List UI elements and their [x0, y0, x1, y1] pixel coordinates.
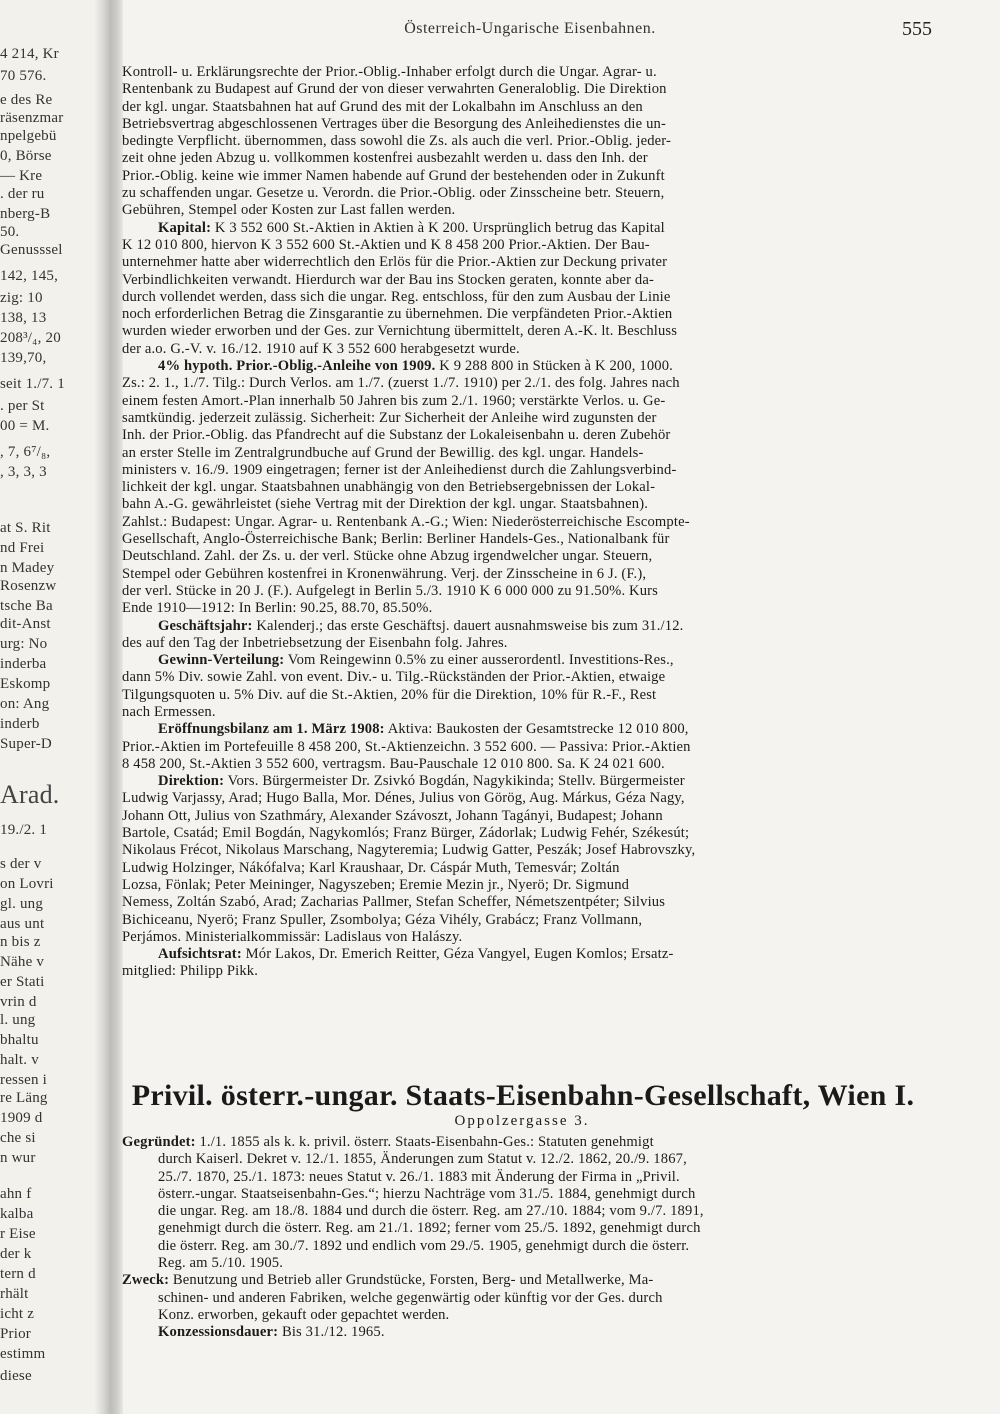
left-page-fragment: estimm [0, 1346, 46, 1362]
text-line [122, 652, 922, 669]
text-line [122, 168, 922, 185]
text-line [122, 635, 922, 652]
text-line [122, 1324, 922, 1341]
text-line [122, 64, 922, 81]
line-text: K 12 010 800, hiervon K 3 552 600 St.-Aktien und K 8 458 200 Prior.-Aktien. Der Bau- [122, 236, 650, 253]
left-page-fragment: s der v [0, 856, 42, 872]
left-page-fragment: — Kre [0, 168, 43, 184]
text-line [122, 1290, 922, 1307]
left-page-fragment: der k [0, 1246, 32, 1262]
line-text: Stempel oder Gebühren kostenfrei in Kronenwährung. Verj. der Zinsscheine in 6 J. (F.), [122, 565, 647, 582]
text-line [122, 566, 922, 583]
left-page-fragment: n Madey [0, 560, 55, 576]
text-line [122, 860, 922, 877]
left-page-fragment: Rosenzw [0, 578, 57, 594]
line-text: Nemess, Zoltán Szabó, Arad; Zacharias Pallmer, Stefan Scheffer, Németszentpéter; Silvius [122, 894, 666, 911]
line-text: Nikolaus Frécot, Nikolaus Marschang, Nagyteremia; Ludwig Gatter, Peszák; Josef Habrovszky, [122, 842, 696, 859]
line-text: Benutzung und Betrieb aller Grundstücke, Forsten, Berg- und Metallwerke, Ma- [172, 1272, 654, 1289]
left-page-fragment: inderb [0, 716, 40, 732]
text-line [122, 375, 922, 392]
left-page-fragment: ressen i [0, 1072, 48, 1088]
text-line [122, 479, 922, 496]
left-page-fragment: tern d [0, 1266, 36, 1282]
text-line [122, 323, 922, 340]
text-line [122, 739, 922, 756]
line-text: Mór Lakos, Dr. Emerich Reitter, Géza Vangyel, Eugen Komlos; Ersatz- [245, 946, 674, 963]
text-line [122, 842, 922, 859]
left-page-fragment: che si [0, 1130, 36, 1146]
line-text: Lozsa, Fönlak; Peter Meininger, Nagyszeben; Eremie Mezin jr., Nyerö; Dr. Sigmund [122, 876, 630, 893]
text-line [122, 548, 922, 565]
left-page-fragment: Super-D [0, 736, 52, 752]
line-text: Gesellschaft, Anglo-Österreichische Bank; Berlin: Berliner Handels-Ges., Nationalbank für [122, 531, 670, 548]
left-page-fragment: diese [0, 1368, 32, 1384]
line-text: Zahlst.: Budapest: Ungar. Agrar- u. Rentenbank A.-G.; Wien: Niederösterreichische Escompte- [122, 513, 690, 530]
text-line [122, 358, 922, 375]
text-line [122, 583, 922, 600]
line-text: zu schaffenden ungar. Gesetze u. Verordn. die Prior.-Oblig. oder Zinsscheine betr. Steuern, [122, 185, 665, 202]
field-label: Aufsichtsrat: [158, 946, 242, 963]
line-text: unternehmer hatte aber widerrechtlich den Erlös für die Prior.-Aktien zur Deckung privater [122, 254, 668, 271]
text-line [122, 220, 922, 237]
text-line [122, 254, 922, 271]
left-page-fragment: on: Ang [0, 696, 50, 712]
book-binding-shadow [95, 0, 123, 1414]
line-text: bedingte Verpflicht. übernommen, dass sowohl die Zs. als auch die verl. Prior.-Oblig. jeder- [122, 133, 672, 150]
text-line [122, 1203, 922, 1220]
line-text: die ungar. Reg. am 18./8. 1884 und durch die österr. Reg. am 27./10. 1884; vom 9./7. 1891, [158, 1203, 704, 1220]
text-line [122, 773, 922, 790]
text-line [122, 133, 922, 150]
left-page-fragment: 138, 13 [0, 310, 47, 326]
left-page-fragment: zig: 10 [0, 290, 43, 306]
text-line [122, 1272, 922, 1289]
left-page-fragment: nberg-B [0, 206, 51, 222]
line-text: 1./1. 1855 als k. k. privil. österr. Staats-Eisenbahn-Ges.: Statuten genehmigt [199, 1134, 654, 1150]
text-line [122, 289, 922, 306]
line-text: des auf den Tag der Inbetriebsetzung der Eisenbahn folg. Jahres. [122, 634, 508, 651]
line-text: nach Ermessen. [122, 703, 216, 720]
left-page-fragment: er Stati [0, 974, 45, 990]
left-page-fragment: . der ru [0, 186, 45, 202]
left-page-fragment: , 7, 6⁷/₈, [0, 444, 51, 460]
section-lokalbahn-arad [122, 64, 922, 981]
line-text: durch Kaiserl. Dekret v. 12./1. 1855, Änderungen zum Statut v. 12./2. 1862, 20./9. 1867, [158, 1151, 687, 1168]
running-header [124, 20, 936, 44]
line-text: genehmigt durch die österr. Reg. am 21./1. 1892; ferner vom 25./5. 1892, genehmigt durch [158, 1220, 701, 1237]
left-page-fragment: Nähe v [0, 954, 45, 970]
line-text: an erster Stelle im Zentralgrundbuche auf Grund der Bewillig. des kgl. ungar. Handels- [122, 444, 644, 461]
field-label: Eröffnungsbilanz am 1. März 1908: [158, 721, 385, 738]
left-page-fragment: Prior [0, 1326, 31, 1342]
line-text: wurden wieder erworben und der Ges. zur Vernichtung übermittelt, deren A.-K. lt. Beschluss [122, 323, 678, 340]
text-line [122, 1186, 922, 1203]
line-text: Kalenderj.; das erste Geschäftsj. dauert ausnahmsweise bis zum 31./12. [256, 617, 684, 634]
text-line [122, 1238, 922, 1255]
left-page-fragment: 139,70, [0, 350, 47, 366]
left-page-fragment: icht z [0, 1306, 35, 1322]
left-page-fragment: n wur [0, 1150, 36, 1166]
line-text: dann 5% Div. sowie Zahl. von event. Div.- u. Tilg.-Rückständen der Prior.-Aktien, etwaige [122, 669, 666, 686]
text-line [122, 600, 922, 617]
text-line [122, 462, 922, 479]
left-page-fragment: halt. v [0, 1052, 39, 1068]
line-text: einem festen Amort.-Plan innerhalb 50 Jahren bis zum 2./1. 1960; verstärkte Verlos. u. Ge- [122, 392, 666, 409]
field-label: Geschäftsjahr: [158, 617, 253, 634]
text-line [122, 81, 922, 98]
text-line [122, 514, 922, 531]
line-text: Rentenbank zu Budapest auf Grund der von dieser verwahrten Generaloblig. Die Direktion [122, 81, 667, 98]
text-line [122, 150, 922, 167]
left-page-fragment: 1909 d [0, 1110, 43, 1126]
left-page-fragment: . per St [0, 398, 45, 414]
left-page-fragment: at S. Rit [0, 520, 51, 536]
text-line [122, 1255, 922, 1272]
line-text: zeit ohne jeden Abzug u. vollkommen kostenfrei ausbezahlt werden u. dass den Inh. der [122, 150, 648, 167]
field-label: Kapital: [158, 219, 212, 236]
text-line [122, 946, 922, 963]
text-line [122, 445, 922, 462]
left-page-fragment: bhaltu [0, 1032, 39, 1048]
line-text: mitglied: Philipp Pikk. [122, 963, 259, 980]
line-text: der kgl. ungar. Staatsbahnen hat auf Grund des mit der Lokalbahn im Anschluss an den [122, 98, 643, 115]
company-address: Oppolzergasse 3. [454, 1113, 590, 1129]
left-page-fragment: aus unt [0, 916, 45, 932]
text-line [122, 704, 922, 721]
text-line [122, 185, 922, 202]
text-line [122, 687, 922, 704]
line-text: Betriebsvertrag abgeschlossenen Vertrages über die Besorgung des Anleihedienstes die un- [122, 115, 666, 132]
field-label: Direktion: [158, 773, 225, 790]
text-line [122, 825, 922, 842]
line-text: Kontroll- u. Erklärungsrechte der Prior.-Oblig.-Inhaber erfolgt durch die Ungar. Agrar- u. [122, 64, 657, 80]
line-text: Bis 31./12. 1965. [281, 1324, 385, 1341]
left-page-fragment: 70 576. [0, 68, 47, 84]
text-line [122, 496, 922, 513]
line-text: K 3 552 600 St.-Aktien in Aktien à K 200. Ursprünglich betrug das Kapital [214, 219, 665, 236]
left-page-fragment: re Läng [0, 1090, 48, 1106]
text-line [122, 306, 922, 323]
line-text: bahn A.-G. gewährleistet (siehe Vertrag mit der Direktion der kgl. ungar. Staatsbahnen). [122, 496, 648, 513]
left-page-fragment: n bis z [0, 934, 41, 950]
line-text: Perjámos. Ministerialkommissär: Ladislaus von Halászy. [122, 928, 463, 945]
left-page-fragment: dit-Anst [0, 616, 51, 632]
left-page-fragment: urg: No [0, 636, 48, 652]
text-line [122, 393, 922, 410]
line-text: Zs.: 2. 1., 1./7. Tilg.: Durch Verlos. am 1./7. (zuerst 1./7. 1910) per 2./1. des folg. Jahres nach [122, 375, 680, 392]
text-line [122, 1169, 922, 1186]
line-text: österr.-ungar. Staatseisenbahn-Ges.“; hierzu Nachträge vom 31./5. 1884, genehmigt durch [158, 1185, 696, 1202]
field-label: Konzessionsdauer: [158, 1324, 279, 1341]
field-label: 4% hypoth. Prior.-Oblig.-Anleihe von 1909. [158, 358, 436, 375]
text-line [122, 790, 922, 807]
line-text: Reg. am 5./10. 1905. [158, 1255, 284, 1272]
line-text: Tilgungsquoten u. 5% Div. auf die St.-Aktien, 20% für die Direktion, 10% für R.-F., Rest [122, 686, 657, 703]
left-page-fragment: npelgebü [0, 128, 57, 144]
left-page-fragment: ahn f [0, 1186, 32, 1202]
line-text: Deutschland. Zahl. der Zs. u. der verl. Stücke ohne Abzug irgendwelcher ungar. Steuern, [122, 548, 653, 565]
line-text: Bichiceanu, Nyerö; Franz Spuller, Zsombolya; Géza Vihély, Grabácz; Franz Vollmann, [122, 911, 643, 928]
field-label: Gegründet: [122, 1134, 196, 1150]
text-line [122, 877, 922, 894]
line-text: der verl. Stücke in 20 J. (F.). Aufgelegt in Berlin 5./3. 1910 K 6 000 000 zu 91.50%. Kurs [122, 582, 659, 599]
line-text: schinen- und anderen Fabriken, welche gegenwärtig oder künftig vor der Ges. durch [158, 1289, 663, 1306]
field-label: Gewinn-Verteilung: [158, 652, 285, 669]
line-text: Ende 1910—1912: In Berlin: 90.25, 88.70, 85.50%. [122, 600, 433, 617]
line-text: ministers v. 16./9. 1909 eingetragen; ferner ist der Anleihedienst durch die Zahlungsverbind- [122, 461, 677, 478]
line-text: Vors. Bürgermeister Dr. Zsivkó Bogdán, Nagykikinda; Stellv. Bürgermeister [227, 773, 685, 790]
text-line [122, 1134, 922, 1151]
line-text: samtkündig. jederzeit zulässig. Sicherheit: Zur Sicherheit der Anleihe wird zugunsten der [122, 409, 657, 426]
text-line [122, 963, 922, 980]
left-page-fragment: gl. ung [0, 896, 44, 912]
left-page-fragment: inderba [0, 656, 47, 672]
text-line [122, 272, 922, 289]
text-line [122, 618, 922, 635]
left-page-fragment: 142, 145, [0, 268, 59, 284]
line-text: Inh. der Prior.-Oblig. das Pfandrecht auf die Substanz der Lokaleisenbahn u. deren Zubehör [122, 427, 671, 444]
line-text: der a.o. G.-V. v. 16./12. 1910 auf K 3 552 600 herabgesetzt wurde. [122, 340, 520, 357]
field-label: Zweck: [122, 1272, 170, 1289]
left-page-fragment: Arad. [0, 780, 60, 809]
text-line [122, 99, 922, 116]
left-page-fragment: 00 = M. [0, 418, 50, 434]
line-text: Ludwig Holzinger, Nákófalva; Karl Kraushaar, Dr. Cáspár Muth, Temesvár; Zoltán [122, 859, 620, 876]
left-page-fragment: r Eise [0, 1226, 36, 1242]
line-text: Johann Ott, Julius von Szathmáry, Alexander Szávoszt, Johann Tagányi, Budapest; Johann [122, 807, 663, 824]
left-page-fragment: Genusssel [0, 242, 63, 258]
left-page-fragment: 208³/₄, 20 [0, 330, 61, 346]
text-line [122, 341, 922, 358]
header-title: Österreich-Ungarische Eisenbahnen. [404, 20, 656, 37]
line-text: die österr. Reg. am 30./7. 1892 und endlich vom 29./5. 1905, genehmigt durch die österr. [158, 1237, 690, 1254]
text-line [122, 116, 922, 133]
line-text: Aktiva: Baukosten der Gesamtstrecke 12 010 800, [387, 721, 689, 738]
left-page-fragment: , 3, 3, 3 [0, 464, 47, 480]
text-line [122, 669, 922, 686]
text-line [122, 531, 922, 548]
left-page-fragment: 19./2. 1 [0, 822, 48, 838]
left-page-fragment: seit 1./7. 1 [0, 376, 65, 392]
text-line [122, 202, 922, 219]
left-page-fragment: rhält [0, 1286, 29, 1302]
section-staatseisenbahn [122, 1134, 922, 1342]
left-page-fragment: räsenzmar [0, 110, 64, 126]
line-text: K 9 288 800 in Stücken à K 200, 1000. [439, 358, 673, 375]
line-text: Prior.-Oblig. keine wie immer Namen habende auf Grund der bestehenden oder in Zukunft [122, 167, 665, 184]
line-text: Konz. erworben, gekauft oder gepachtet werden. [158, 1306, 450, 1323]
left-page-fragment: 4 214, Kr [0, 46, 59, 62]
line-text: 8 458 200, St.-Aktien 3 552 600, vertragsm. Bau-Pauschale 12 010 800. Sa. K 24 021 600. [122, 755, 665, 772]
line-text: Bartole, Csatád; Emil Bogdán, Nagykomlós; Franz Bürger, Zádorlak; Ludwig Fehér, Székesút; [122, 825, 690, 842]
page-number: 555 [902, 18, 932, 40]
line-text: Prior.-Aktien im Portefeuille 8 458 200, St.-Aktienzeichn. 3 552 600. — Passiva: Prior.-Aktien [122, 738, 691, 755]
left-page-fragment: tsche Ba [0, 598, 53, 614]
line-text: Vom Reingewinn 0.5% zu einer ausserordentl. Investitions-Res., [287, 652, 674, 669]
left-page-fragment: e des Re [0, 92, 53, 108]
left-page-fragment: 50. [0, 224, 20, 240]
left-page-fragment: vrin d [0, 994, 37, 1010]
left-page-fragment: Eskomp [0, 676, 51, 692]
line-text: Gebühren, Stempel oder Kosten zur Last fallen werden. [122, 202, 456, 219]
text-line [122, 1151, 922, 1168]
text-line [122, 1307, 922, 1324]
text-line [122, 929, 922, 946]
text-line [122, 756, 922, 773]
left-page-fragment: on Lovri [0, 876, 54, 892]
line-text: noch erforderlichen Betrag die Zinsgarantie zu übernehmen. Die verpfändeten Prior.-Aktien [122, 306, 673, 323]
adjacent-page-fragment [0, 0, 106, 1414]
line-text: lichkeit der kgl. ungar. Staatsbahnen unabhängig von den Betriebsergebnissen der Lokal- [122, 479, 656, 496]
company-heading: Privil. österr.-ungar. Staats-Eisenbahn-Gesellschaft, Wien I. [131, 1079, 915, 1112]
line-text: durch vollendet werden, dass sich die ungar. Reg. entschloss, für den zum Ausbau der Linie [122, 288, 671, 305]
text-line [122, 427, 922, 444]
text-line [122, 894, 922, 911]
left-page-fragment: 0, Börse [0, 148, 52, 164]
text-line [122, 721, 922, 738]
line-text: 25./7. 1870, 25./1. 1873: neues Statut v. 26./1. 1883 mit Änderung der Firma in „Privil. [158, 1168, 680, 1185]
left-page-fragment: l. ung [0, 1012, 36, 1028]
text-line [122, 237, 922, 254]
left-page-fragment: nd Frei [0, 540, 45, 556]
text-line [122, 808, 922, 825]
left-page-fragment: kalba [0, 1206, 34, 1222]
line-text: Verbindlichkeiten verwandt. Hierdurch war der Bau ins Stocken geraten, konnte aber da- [122, 271, 655, 288]
line-text: Ludwig Varjassy, Arad; Hugo Balla, Mor. Dénes, Julius von Görög, Aug. Márkus, Géza Nagy, [122, 790, 685, 807]
text-line [122, 912, 922, 929]
text-line [122, 410, 922, 427]
text-line [122, 1220, 922, 1237]
